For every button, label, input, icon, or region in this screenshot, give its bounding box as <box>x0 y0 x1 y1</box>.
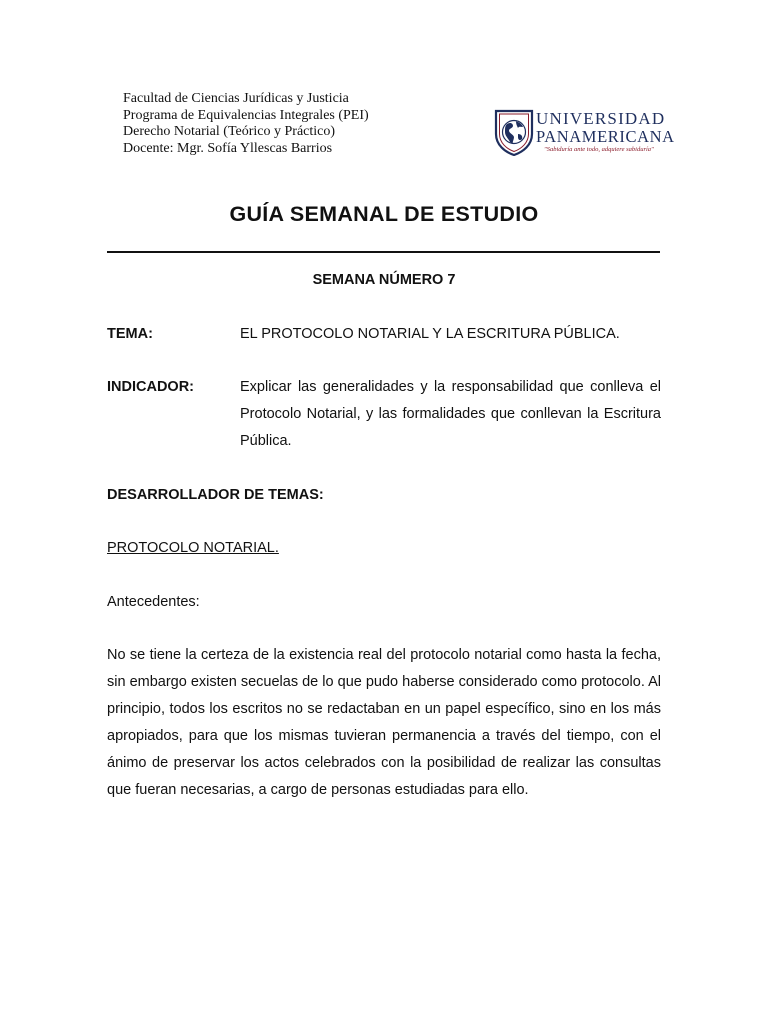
teacher-line: Docente: Mgr. Sofía Yllescas Barrios <box>123 140 333 156</box>
faculty-header <box>123 91 369 157</box>
university-shield-globe-icon <box>494 108 534 156</box>
antecedentes-subheading: Antecedentes: <box>107 594 200 610</box>
indicador-value: Explicar las generalidades y la responsabilidad que conlleva el Protocolo Notarial, y las formalidades que conllevan la Escritura Pública. <box>240 379 661 449</box>
week-number: SEMANA NÚMERO 7 <box>312 272 456 288</box>
university-logo <box>494 106 675 158</box>
logo-line-panamericana: PANAMERICANA <box>536 127 675 146</box>
section-title <box>107 535 661 562</box>
antecedentes-paragraph: No se tiene la certeza de la existencia real del protocolo notarial como hasta la fecha, sin embargo existen secuelas de lo que pudo haberse considerado como protocolo. Al principio, todos los escritos no se redactaban en un papel específico, sino en los más apropiados, para que los mismas tuvieran permanencia a través del tiempo, con el ánimo de preservar los actos celebrados con la posibilidad de realizar las consultas que fueran necesarias, a cargo de personas estudiadas para ello. <box>107 647 661 798</box>
section-title-text: PROTOCOLO NOTARIAL. <box>107 540 279 556</box>
tema-value: EL PROTOCOLO NOTARIAL Y LA ESCRITURA PÚBLICA. <box>240 326 620 342</box>
course-line: Derecho Notarial (Teórico y Práctico) <box>123 124 336 139</box>
title-divider <box>107 251 660 253</box>
tema-label: TEMA: <box>107 326 153 342</box>
faculty-line: Facultad de Ciencias Jurídicas y Justicia <box>123 91 349 106</box>
logo-motto: "Sabiduría ante todo, adquiere sabiduría" <box>544 146 654 153</box>
desarrollo-heading: DESARROLLADOR DE TEMAS: <box>107 487 324 503</box>
program-line: Programa de Equivalencias Integrales (PEI) <box>123 107 369 123</box>
logo-wordmark <box>536 110 675 154</box>
logo-line-universidad: UNIVERSIDAD <box>536 109 666 128</box>
document-title: GUÍA SEMANAL DE ESTUDIO <box>229 202 539 226</box>
indicador-label: INDICADOR: <box>107 379 194 395</box>
